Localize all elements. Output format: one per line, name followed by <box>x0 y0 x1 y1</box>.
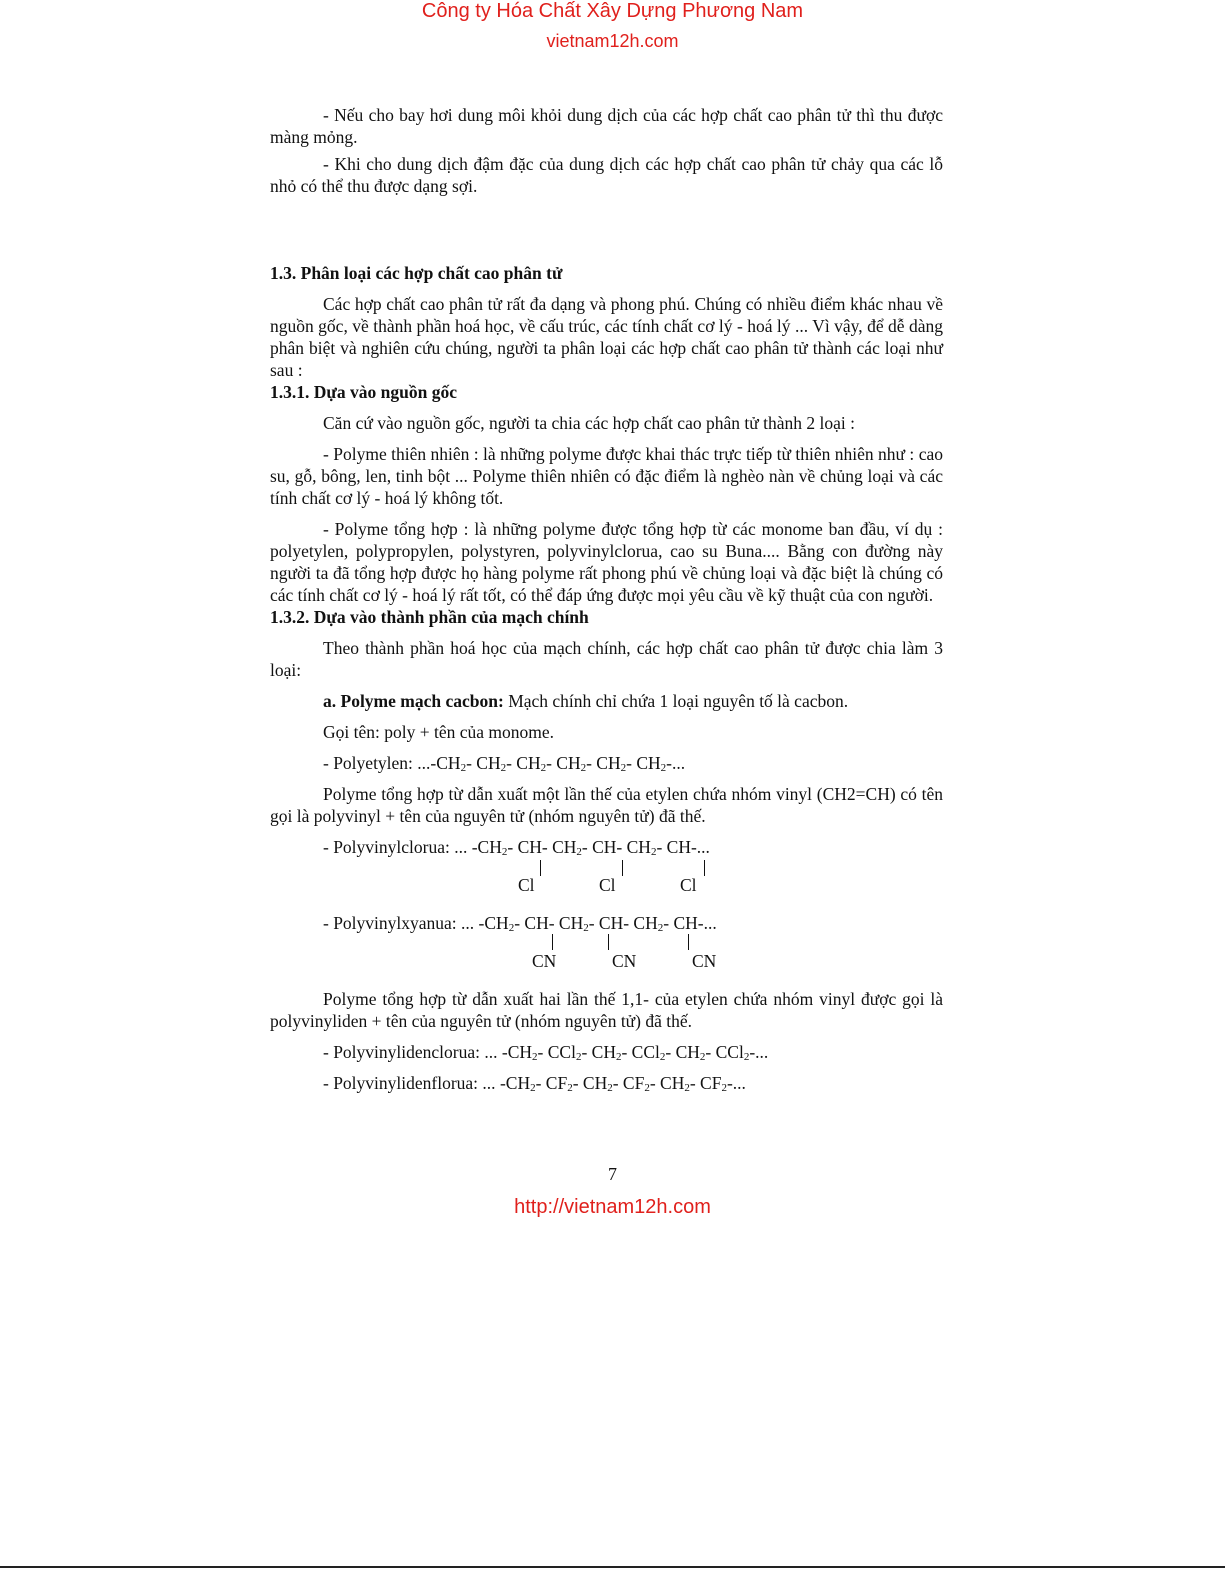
pvcn-label: - Polyvinylxyanua: ... <box>323 913 479 933</box>
pvc-sub-cl-1: Cl <box>518 875 535 895</box>
polyvinylclorua-formula: - Polyvinylclorua: ... $-CH_2-$ CH- $CH_2-$ CH- $CH_2-$ CH-... Cl Cl Cl <box>323 837 710 895</box>
section-1-3-1-title: 1.3.1. Dựa vào nguồn gốc <box>270 382 457 402</box>
polyvinylidenclorua-formula: - Polyvinylidenclorua: ... $-CH_2-$ CCl$_2$- $CH_2-$ CCl$_2$- $CH_2-$ CCl$_2$-... <box>323 1042 769 1063</box>
section-1-3-title: 1.3. Phân loại các hợp chất cao phân tử <box>270 263 563 283</box>
pvcn-sub-cn-3: CN <box>692 951 717 971</box>
polyvinylidenflorua-formula: - Polyvinylidenflorua: ... $-CH_2-$ $CF_2-$ $CH_2-$ $CF_2-$ $CH_2-$ $CF_2-$... <box>323 1073 746 1094</box>
paragraph-fiber: - Khi cho dung dịch đậm đặc của dung dịch các hợp chất cao phân tử chảy qua các lỗ nhỏ có thể thu được dạng sợi. <box>270 154 943 196</box>
vinyliden-paragraph: Polyme tổng hợp từ dẫn xuất hai lần thế 1,1- của etylen chứa nhóm vinyl được gọi là polyvinyliden + tên của nguyên tử (nhóm nguyên tử) đã thế. <box>270 989 943 1031</box>
section-1-3-2-p1: Theo thành phần hoá học của mạch chính, các hợp chất cao phân tử được chia làm 3 loại: <box>270 638 943 680</box>
document-body <box>270 104 943 1094</box>
polyvinylxyanua-formula: - Polyvinylxyanua: ... $-CH_2-$ CH- $CH_2-$ CH- $CH_2-$ CH-... CN CN CN <box>323 913 717 971</box>
carbon-chain-definition <box>270 690 943 712</box>
carbon-chain-label: a. Polyme mạch cacbon: <box>323 691 504 711</box>
section-1-3-1-p1: Căn cứ vào nguồn gốc, người ta chia các hợp chất cao phân tử thành 2 loại : <box>323 413 855 433</box>
pvc-sub-cl-3: Cl <box>680 875 697 895</box>
pvdc-label: - Polyvinylidenclorua: ... <box>323 1042 502 1062</box>
header-company: Công ty Hóa Chất Xây Dựng Phương Nam <box>421 0 804 22</box>
naming-rule: Gọi tên: poly + tên của monome. <box>323 722 555 742</box>
vinyl-paragraph: Polyme tổng hợp từ dẫn xuất một lần thế của etylen chứa nhóm vinyl (CH2=CH) có tên gọi là polyvinyl + tên của nguyên tử (nhóm nguyên tử) đã thế. <box>270 784 943 826</box>
page-number: 7 <box>608 1164 617 1184</box>
header-site: vietnam12h.com <box>546 31 679 51</box>
carbon-chain-text: Mạch chính chỉ chứa 1 loại nguyên tố là cacbon. <box>503 691 849 711</box>
bottom-divider <box>0 1566 1225 1568</box>
section-1-3-1-p2: - Polyme thiên nhiên : là những polyme được khai thác trực tiếp từ thiên nhiên như : cao su, gỗ, bông, len, tinh bột ... Polyme thiên nhiên có đặc điểm là nghèo nàn về chủng loại và các tính chất cơ lý - hoá lý không tốt. <box>270 444 943 508</box>
pvc-label: - Polyvinylclorua: ... <box>323 837 472 857</box>
pvcn-sub-cn-1: CN <box>532 951 557 971</box>
section-1-3-1-p3: - Polyme tổng hợp : là những polyme được tổng hợp từ các monome ban đầu, ví dụ : polyetylen, polypropylen, polystyren, polyvinylclorua, cao su Buna.... Bằng con đường này người ta đã tổng hợp được họ hàng polyme rất phong phú về chủng loại và đặc biệt là chúng có các tính chất cơ lý - hoá lý rất tốt, có thể đáp ứng được mọi yêu cầu về kỹ thuật của con người. <box>270 519 943 605</box>
pvcn-sub-cn-2: CN <box>612 951 637 971</box>
polyetylen-formula: - Polyetylen: $...-CH_2-$ $CH_2-$ $CH_2-$ $CH_2-$ $CH_2-$ $CH_2-$... <box>323 753 686 774</box>
pvc-sub-cl-2: Cl <box>599 875 616 895</box>
footer-url[interactable]: http://vietnam12h.com <box>514 1196 711 1218</box>
section-1-3-2-title: 1.3.2. Dựa vào thành phần của mạch chính <box>270 607 589 627</box>
polyetylen-label: - Polyetylen: ... <box>323 753 431 773</box>
paragraph-thin-film: - Nếu cho bay hơi dung môi khỏi dung dịch của các hợp chất cao phân tử thì thu được màng mỏng. <box>270 105 943 147</box>
pvdf-label: - Polyvinylidenflorua: ... <box>323 1073 500 1093</box>
section-1-3-intro: Các hợp chất cao phân tử rất đa dạng và phong phú. Chúng có nhiều điểm khác nhau về nguồn gốc, về thành phần hoá học, về cấu trúc, các tính chất cơ lý - hoá lý ... Vì vậy, để dễ dàng phân biệt và nghiên cứu chúng, người ta phân loại các hợp chất cao phân tử thành các loại như sau : <box>270 294 943 380</box>
